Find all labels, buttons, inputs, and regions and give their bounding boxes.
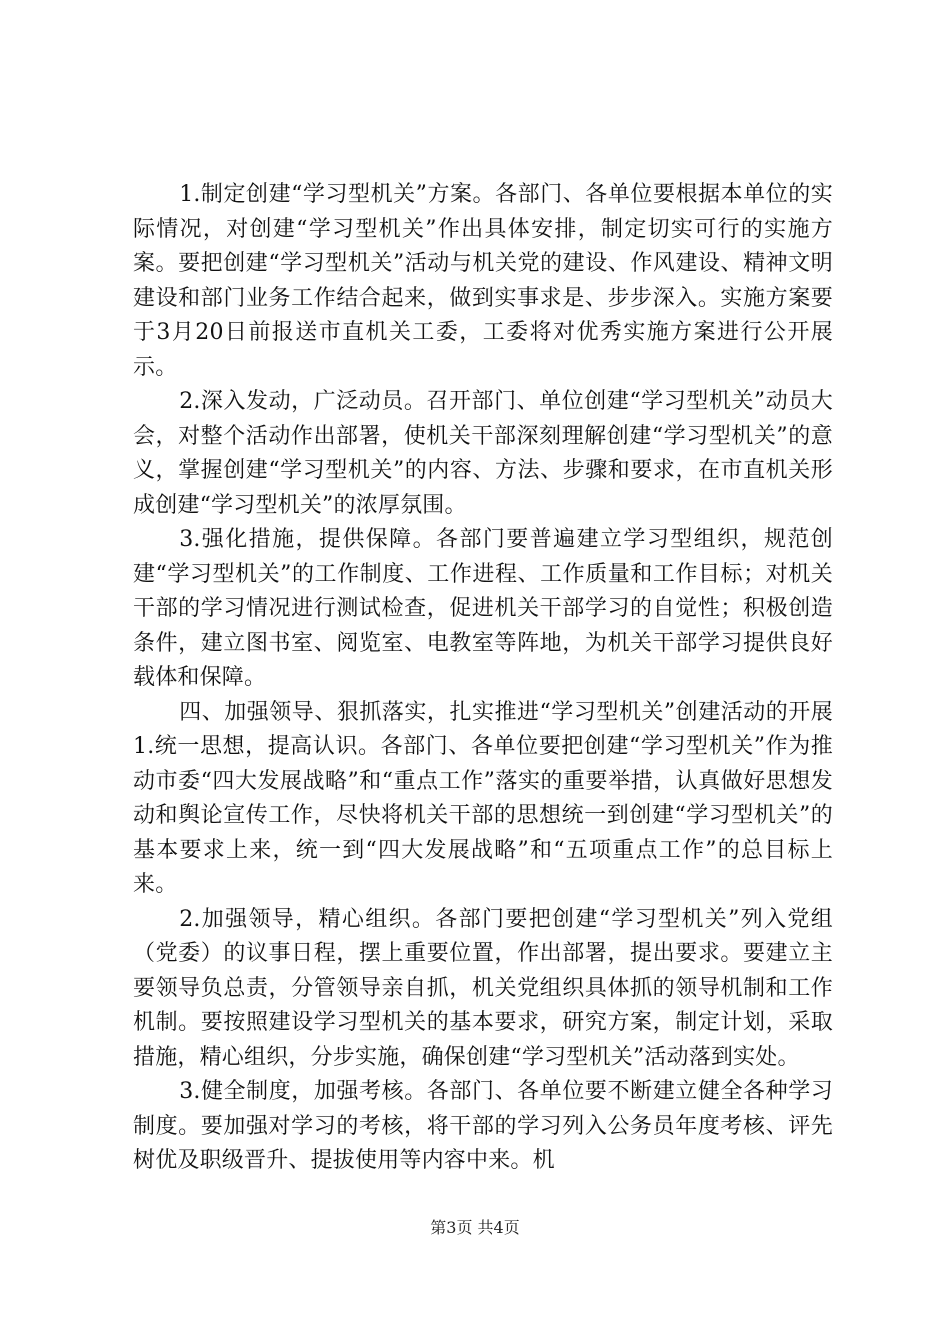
paragraph-1: 1.制定创建“学习型机关”方案。各部门、各单位要根据本单位的实际情况，对创建“学习型机关”作出具体安排，制定切实可行的实施方案。要把创建“学习型机关”活动与机关党的建设、作风建设、精神文明建设和部门业务工作结合起来，做到实事求是、步步深入。实施方案要于3月20日前报送市直机关工委，工委将对优秀实施方案进行公开展示。 xyxy=(133,182,833,380)
page-number-footer: 第3页 共4页 xyxy=(430,1218,520,1237)
paragraph-5: 2.加强领导，精心组织。各部门要把创建“学习型机关”列入党组（党委）的议事日程，摆上重要位置，作出部署，提出要求。要建立主要领导负总责，分管领导亲自抓，机关党组织具体抓的领导机制和工作机制。要按照建设学习型机关的基本要求，研究方案，制定计划，采取措施，精心组织，分步实施，确保创建“学习型机关”活动落到实处。 xyxy=(133,906,833,1070)
paragraph-4: 四、加强领导、狠抓落实，扎实推进“学习型机关”创建活动的开展1.统一思想，提高认识。各部门、各单位要把创建“学习型机关”作为推动市委“四大发展战略”和“重点工作”落实的重要举措，认真做好思想发动和舆论宣传工作，尽快将机关干部的思想统一到创建“学习型机关”的基本要求上来，统一到“四大发展战略”和“五项重点工作”的总目标上来。 xyxy=(133,699,833,897)
paragraph-6: 3.健全制度，加强考核。各部门、各单位要不断建立健全各种学习制度。要加强对学习的考核，将干部的学习列入公务员年度考核、评先树优及职级晋升、提拔使用等内容中来。机 xyxy=(133,1079,833,1173)
paragraph-2: 2.深入发动，广泛动员。召开部门、单位创建“学习型机关”动员大会，对整个活动作出部署，使机关干部深刻理解创建“学习型机关”的意义，掌握创建“学习型机关”的内容、方法、步骤和要求，在市直机关形成创建“学习型机关”的浓厚氛围。 xyxy=(133,389,833,518)
paragraph-3: 3.强化措施，提供保障。各部门要普遍建立学习型组织，规范创建“学习型机关”的工作制度、工作进程、工作质量和工作目标；对机关干部的学习情况进行测试检查，促进机关干部学习的自觉性；积极创造条件，建立图书室、阅览室、电教室等阵地，为机关干部学习提供良好载体和保障。 xyxy=(133,527,833,690)
document-body xyxy=(133,178,833,1179)
